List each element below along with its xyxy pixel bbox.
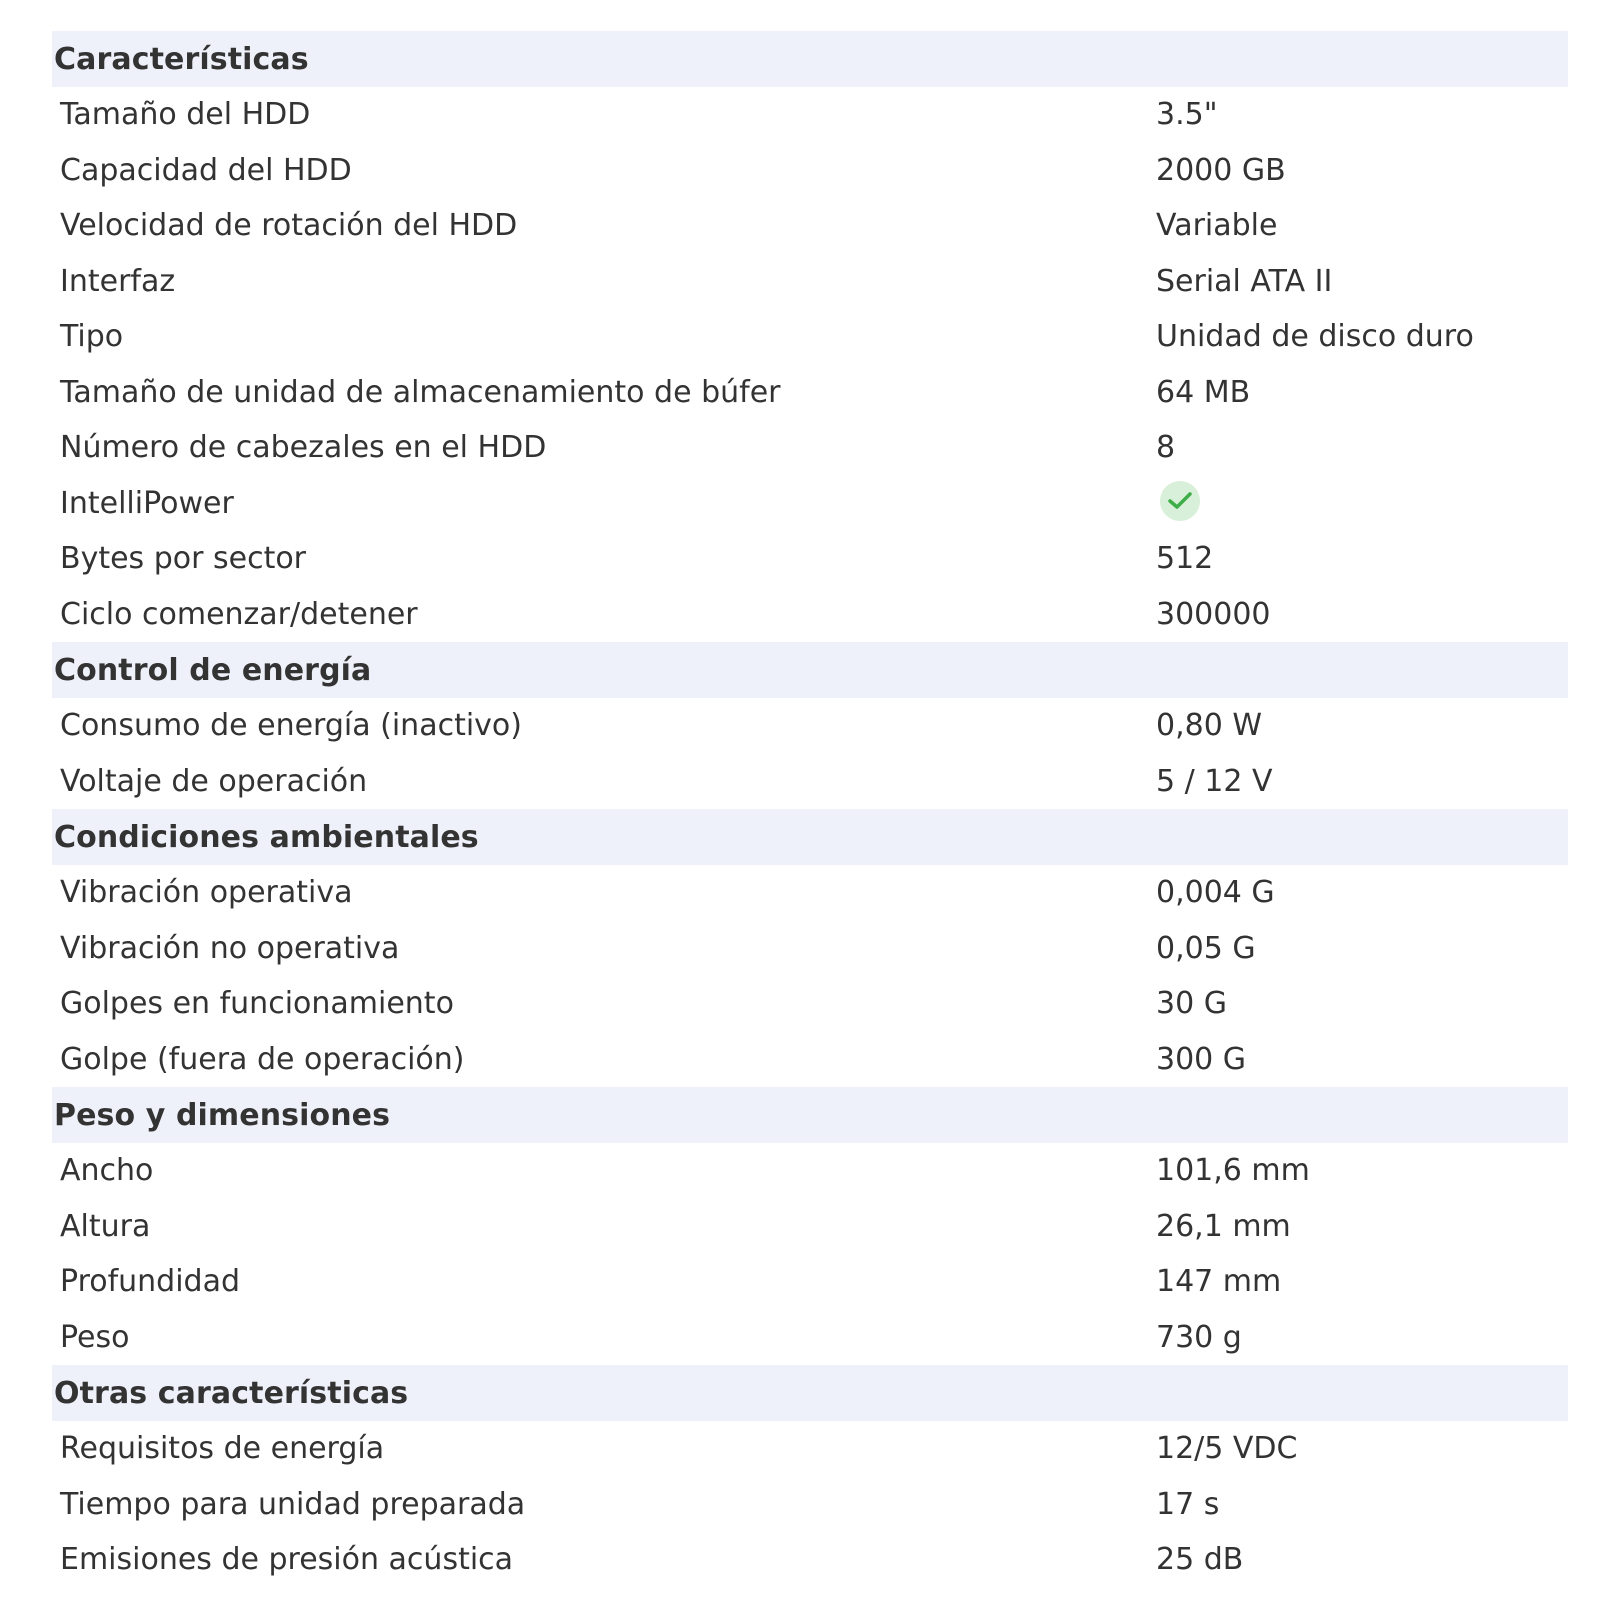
spec-row	[52, 1254, 1568, 1310]
spec-value: 8	[1156, 430, 1176, 466]
spec-value-icon	[1156, 477, 1200, 529]
spec-value: 26,1 mm	[1156, 1208, 1291, 1244]
spec-label: Vibración no operativa	[60, 930, 400, 966]
spec-row	[52, 420, 1568, 476]
spec-label: Tamaño del HDD	[60, 97, 311, 133]
spec-value: 300000	[1156, 596, 1271, 632]
section-caracteristicas	[52, 31, 1568, 642]
spec-label: Profundidad	[60, 1264, 241, 1300]
spec-row	[52, 587, 1568, 643]
spec-row	[52, 1032, 1568, 1088]
spec-value: 0,80 W	[1156, 708, 1262, 744]
spec-row	[52, 1310, 1568, 1366]
section-title: Condiciones ambientales	[54, 819, 479, 855]
spec-label: Tamaño de unidad de almacenamiento de búfer	[60, 374, 781, 410]
section-title: Peso y dimensiones	[54, 1097, 391, 1133]
spec-label: Ciclo comenzar/detener	[60, 596, 418, 632]
spec-row	[52, 1421, 1568, 1477]
spec-row	[52, 1532, 1568, 1588]
spec-label: Golpes en funcionamiento	[60, 986, 454, 1022]
spec-value: 730 g	[1156, 1319, 1242, 1355]
check-icon	[1160, 481, 1200, 521]
spec-label: Interfaz	[60, 263, 176, 299]
spec-label: Voltaje de operación	[60, 763, 368, 799]
spec-label: Bytes por sector	[60, 541, 307, 577]
section-header	[52, 642, 1568, 698]
section-otras-caracteristicas	[52, 1365, 1568, 1588]
spec-row	[52, 1199, 1568, 1255]
spec-row	[52, 198, 1568, 254]
spec-row	[52, 531, 1568, 587]
spec-row	[52, 476, 1568, 532]
spec-value: 17 s	[1156, 1486, 1220, 1522]
spec-label: Emisiones de presión acústica	[60, 1542, 514, 1578]
spec-value: 300 G	[1156, 1041, 1247, 1077]
section-title: Control de energía	[54, 652, 372, 688]
spec-label: Vibración operativa	[60, 875, 353, 911]
spec-value: Variable	[1156, 208, 1278, 244]
spec-value: 64 MB	[1156, 374, 1251, 410]
section-header	[52, 1087, 1568, 1143]
section-control-energia	[52, 642, 1568, 809]
spec-label: Tiempo para unidad preparada	[60, 1486, 526, 1522]
spec-row	[52, 698, 1568, 754]
spec-value: 0,05 G	[1156, 930, 1256, 966]
section-title: Otras características	[54, 1375, 409, 1411]
spec-row	[52, 87, 1568, 143]
spec-row	[52, 754, 1568, 810]
spec-value: Unidad de disco duro	[1156, 319, 1474, 355]
spec-value: 147 mm	[1156, 1264, 1282, 1300]
section-header	[52, 809, 1568, 865]
section-title: Características	[54, 41, 309, 77]
spec-row	[52, 921, 1568, 977]
spec-value: 2000 GB	[1156, 152, 1286, 188]
spec-row	[52, 143, 1568, 199]
spec-label: Consumo de energía (inactivo)	[60, 708, 522, 744]
spec-value: 101,6 mm	[1156, 1153, 1310, 1189]
section-header	[52, 31, 1568, 87]
spec-row	[52, 1477, 1568, 1533]
spec-label: Ancho	[60, 1153, 154, 1189]
spec-value: 30 G	[1156, 986, 1227, 1022]
check-mark-svg	[1168, 491, 1192, 511]
spec-value: 512	[1156, 541, 1214, 577]
spec-value: 3.5"	[1156, 97, 1218, 133]
spec-row	[52, 309, 1568, 365]
spec-sheet	[52, 31, 1568, 1588]
spec-label: Requisitos de energía	[60, 1431, 385, 1467]
section-header	[52, 1365, 1568, 1421]
spec-label: Número de cabezales en el HDD	[60, 430, 547, 466]
spec-row	[52, 976, 1568, 1032]
spec-label: Tipo	[60, 319, 124, 355]
spec-label: Capacidad del HDD	[60, 152, 352, 188]
spec-value: 25 dB	[1156, 1542, 1244, 1578]
spec-value: Serial ATA II	[1156, 263, 1333, 299]
section-condiciones-ambientales	[52, 809, 1568, 1087]
spec-label: Peso	[60, 1319, 130, 1355]
spec-value: 12/5 VDC	[1156, 1431, 1298, 1467]
spec-value: 5 / 12 V	[1156, 763, 1273, 799]
spec-label: Velocidad de rotación del HDD	[60, 208, 518, 244]
spec-value: 0,004 G	[1156, 875, 1275, 911]
spec-label: Altura	[60, 1208, 151, 1244]
section-peso-dimensiones	[52, 1087, 1568, 1365]
spec-row	[52, 865, 1568, 921]
spec-label: Golpe (fuera de operación)	[60, 1041, 465, 1077]
spec-label: IntelliPower	[60, 485, 234, 521]
spec-row	[52, 1143, 1568, 1199]
spec-row	[52, 365, 1568, 421]
spec-row	[52, 254, 1568, 310]
